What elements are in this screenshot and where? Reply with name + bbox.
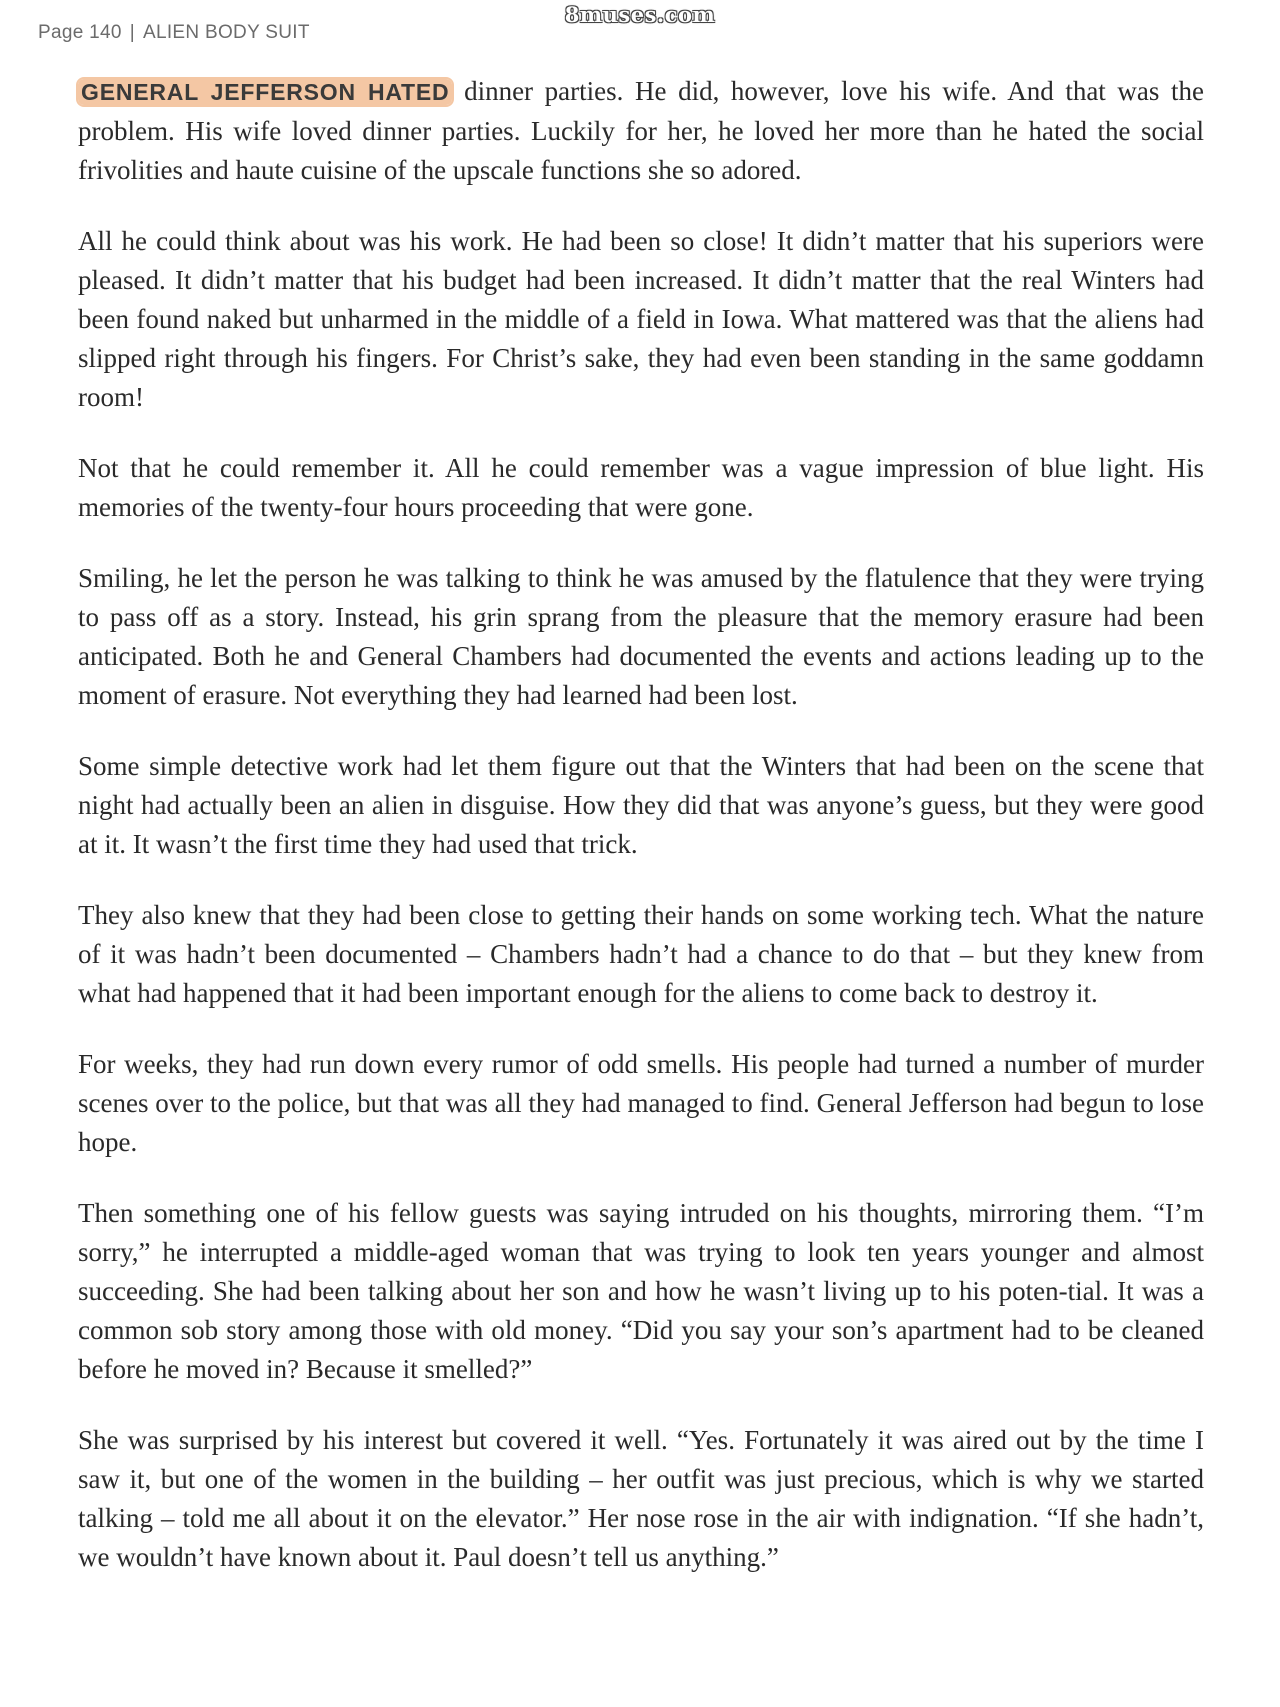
book-title: ALIEN BODY SUIT [143,22,310,43]
paragraph-7: For weeks, they had run down every rumor of odd smells. His people had turned a number of murder scenes over to the police, but that was all they had managed to find. General Jefferson had begun to lose hope. [78,1049,1204,1157]
site-watermark: 8muses.com [564,2,716,27]
paragraph-6: They also knew that they had been close to getting their hands on some working tech. What the nature of it was hadn’t been documented – Chambers hadn’t had a chance to do that – but they knew from what had happened that it had been important enough for the aliens to come back to destroy it. [78,900,1204,1008]
paragraph-4: Smiling, he let the person he was talking to think he was amused by the flatulence that they were trying to pass off as a story. Instead, his grin sprang from the pleasure that the memory erasure had been anticipated. Both he and General Chambers had documented the events and actions leading up to the moment of erasure. Not everything they had learned had been lost. [78,563,1204,710]
paragraph-1-text: dinner parties. He did, however, love his wife. And that was the problem. His wife loved dinner parties. Luckily for her, he loved her more than he hated the social frivolities and haute cuisine of the upscale functions she so adored. [78,76,1204,185]
paragraph-3: Not that he could remember it. All he could remember was a vague impression of blue light. His memories of the twenty-four hours proceeding that were gone. [78,453,1204,522]
page-body [78,72,1204,1609]
paragraph-5: Some simple detective work had let them figure out that the Winters that had been on the scene that night had actually been an alien in disguise. How they did that was anyone’s guess, but they were good at it. It wasn’t the first time they had used that trick. [78,751,1204,859]
paragraph-1 [78,72,1204,190]
running-header [38,22,310,44]
page-number: Page 140 [38,22,122,43]
paragraph-9: She was surprised by his interest but covered it well. “Yes. Fortunately it was aired out by the time I saw it, but one of the women in the building – her outfit was just precious, which is why we started talking – told me all about it on the elevator.” Her nose rose in the air with indignation. “If she hadn’t, we wouldn’t have known about it. Paul doesn’t tell us anything.” [78,1425,1204,1572]
paragraph-2: All he could think about was his work. He had been so close! It didn’t matter that his superiors were pleased. It didn’t matter that his budget had been increased. It didn’t matter that the real Winters had been found naked but unharmed in the middle of a field in Iowa. What mattered was that the aliens had slipped right through his fingers. For Christ’s sake, they had even been standing in the same goddamn room! [78,226,1204,412]
header-separator: | [129,22,136,43]
paragraph-8: Then something one of his fellow guests was saying intruded on his thoughts, mirroring them. “I’m sorry,” he interrupted a middle-aged woman that was trying to look ten years younger and almost succeeding. She had been talking about her son and how he wasn’t living up to his poten-tial. It was a common sob story among those with old money. “Did you say your son’s apartment had to be cleaned before he moved in? Because it smelled?” [78,1198,1204,1384]
chapter-lead-in: GENERAL JEFFERSON HATED [78,79,452,105]
